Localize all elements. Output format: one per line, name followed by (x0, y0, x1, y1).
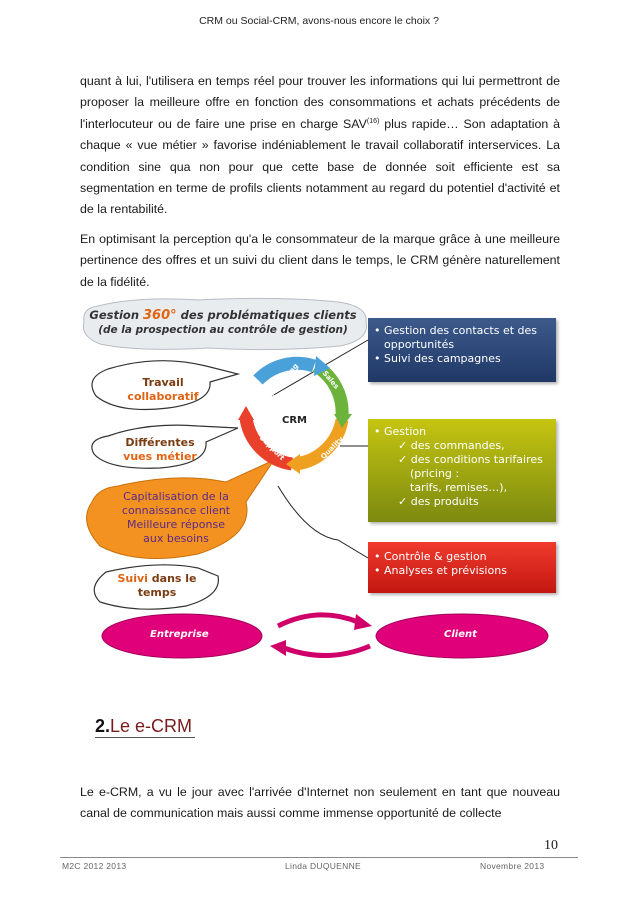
bubble-capitalisation-text (98, 490, 254, 546)
arrow-label-marketing: Marketing (268, 362, 301, 398)
footnote-ref[interactable]: (16) (366, 117, 380, 125)
bubble-suivi-line2: temps (137, 586, 177, 599)
bubble-suivi-word2: dans le (147, 572, 197, 585)
box-gestion-item-1: ✓ des commandes, (398, 439, 505, 452)
paragraph-1 (80, 71, 560, 221)
diagram-subtitle: (de la prospection au contrôle de gestion) (98, 324, 348, 336)
bubble-vues-line1: Différentes (125, 436, 195, 449)
diagram-title (78, 300, 368, 352)
section-heading (95, 716, 195, 738)
box-contacts-item-2: • Suivi des campagnes (374, 352, 501, 365)
box-contacts-item-1: • Gestion des contacts et des opportunités (374, 324, 538, 351)
diagram-title-part2: des problématiques clients (176, 308, 357, 322)
box-gestion-main: • Gestion (374, 425, 427, 438)
box-gestion-item-2-cont: tarifs, remises…), (410, 481, 508, 494)
bubble-cap-line2: connaissance client (121, 504, 231, 517)
box-contacts (368, 318, 556, 382)
box-gestion (368, 419, 556, 522)
exchange-arrowhead-bottom (270, 640, 286, 656)
paragraph-1-text: quant à lui, l'utilisera en temps réel pour trouver les informations qui lui permettront de proposer la meilleure offre en fonction des consommations et achats précédents de l'interlocuteur ou de faire une prise en charge SAV (80, 74, 560, 131)
box-controle-item-2: • Analyses et prévisions (374, 564, 507, 577)
box-gestion-item-2: ✓ des conditions tarifaires (pricing : (398, 453, 543, 480)
footer-course: M2C 2012 2013 (62, 861, 127, 871)
bubble-suivi-word1: Suivi (117, 572, 148, 585)
box-controle (368, 542, 556, 593)
arrow-label-support: Support (257, 433, 286, 463)
paragraph-2: En optimisant la perception qu'a le consommateur de la marque grâce à une meilleure pertinence des offres et un suivi du client dans le temps, le CRM génère naturellement de la fidélité. (80, 232, 560, 289)
crm-diagram (78, 296, 568, 666)
page-number: 10 (544, 838, 558, 853)
paragraph-3: Le e-CRM, a vu le jour avec l'arrivée d'Internet non seulement en tant que nouveau canal de communication mais aussi comme immense opportunité de collecte (80, 785, 560, 821)
exchange-arrow-top (278, 615, 358, 626)
footer-author: Linda DUQUENNE (285, 861, 362, 871)
arrow-label-quality: Quality (319, 435, 346, 461)
section-title: Le e-CRM (110, 716, 193, 736)
callout-line-red (278, 486, 368, 558)
bubble-collaboratif-line1: Travail (142, 376, 184, 389)
arrow-label-sales: Sales (320, 369, 341, 391)
diagram-title-360: 360° (143, 308, 177, 323)
bubble-collaboratif-text (108, 376, 218, 404)
bubble-cap-line4: aux besoins (143, 532, 209, 545)
pill-client-label: Client (444, 629, 477, 640)
bubble-suivi-text (102, 572, 212, 600)
box-gestion-item-3: ✓ des produits (398, 495, 479, 508)
bubble-vues-line2: vues métier (123, 450, 197, 463)
bubble-cap-line3: Meilleure réponse (127, 518, 225, 531)
bubble-collaboratif-line2: collaboratif (127, 390, 199, 403)
crm-center-label: CRM (282, 415, 307, 426)
box-controle-item-1: • Contrôle & gestion (374, 550, 487, 563)
exchange-arrow-bottom (284, 646, 370, 656)
footer-date: Novembre 2013 (480, 861, 545, 871)
paragraph-1-text-cont: plus rapide… Son adaptation à chaque « vue métier » favorise indéniablement le travail collaboratif interservices. La condition sine qua non pour que cette base de donnée soit efficiente est sa segmentation en terme de profils clients notamment au regard du potentiel d'activité et de la rentabilité. (80, 116, 560, 217)
arrowhead-4 (238, 406, 254, 420)
diagram-title-part1: Gestion (89, 308, 144, 322)
bubble-cap-line1: Capitalisation de la (123, 490, 229, 503)
bubble-vues-text (102, 436, 218, 464)
section-number: 2. (95, 716, 111, 736)
footer-divider (60, 857, 578, 858)
exchange-arrowhead-top (354, 614, 372, 630)
pill-entreprise-label: Entreprise (150, 629, 209, 640)
running-header: CRM ou Social-CRM, avons-nous encore le choix ? (199, 15, 439, 27)
